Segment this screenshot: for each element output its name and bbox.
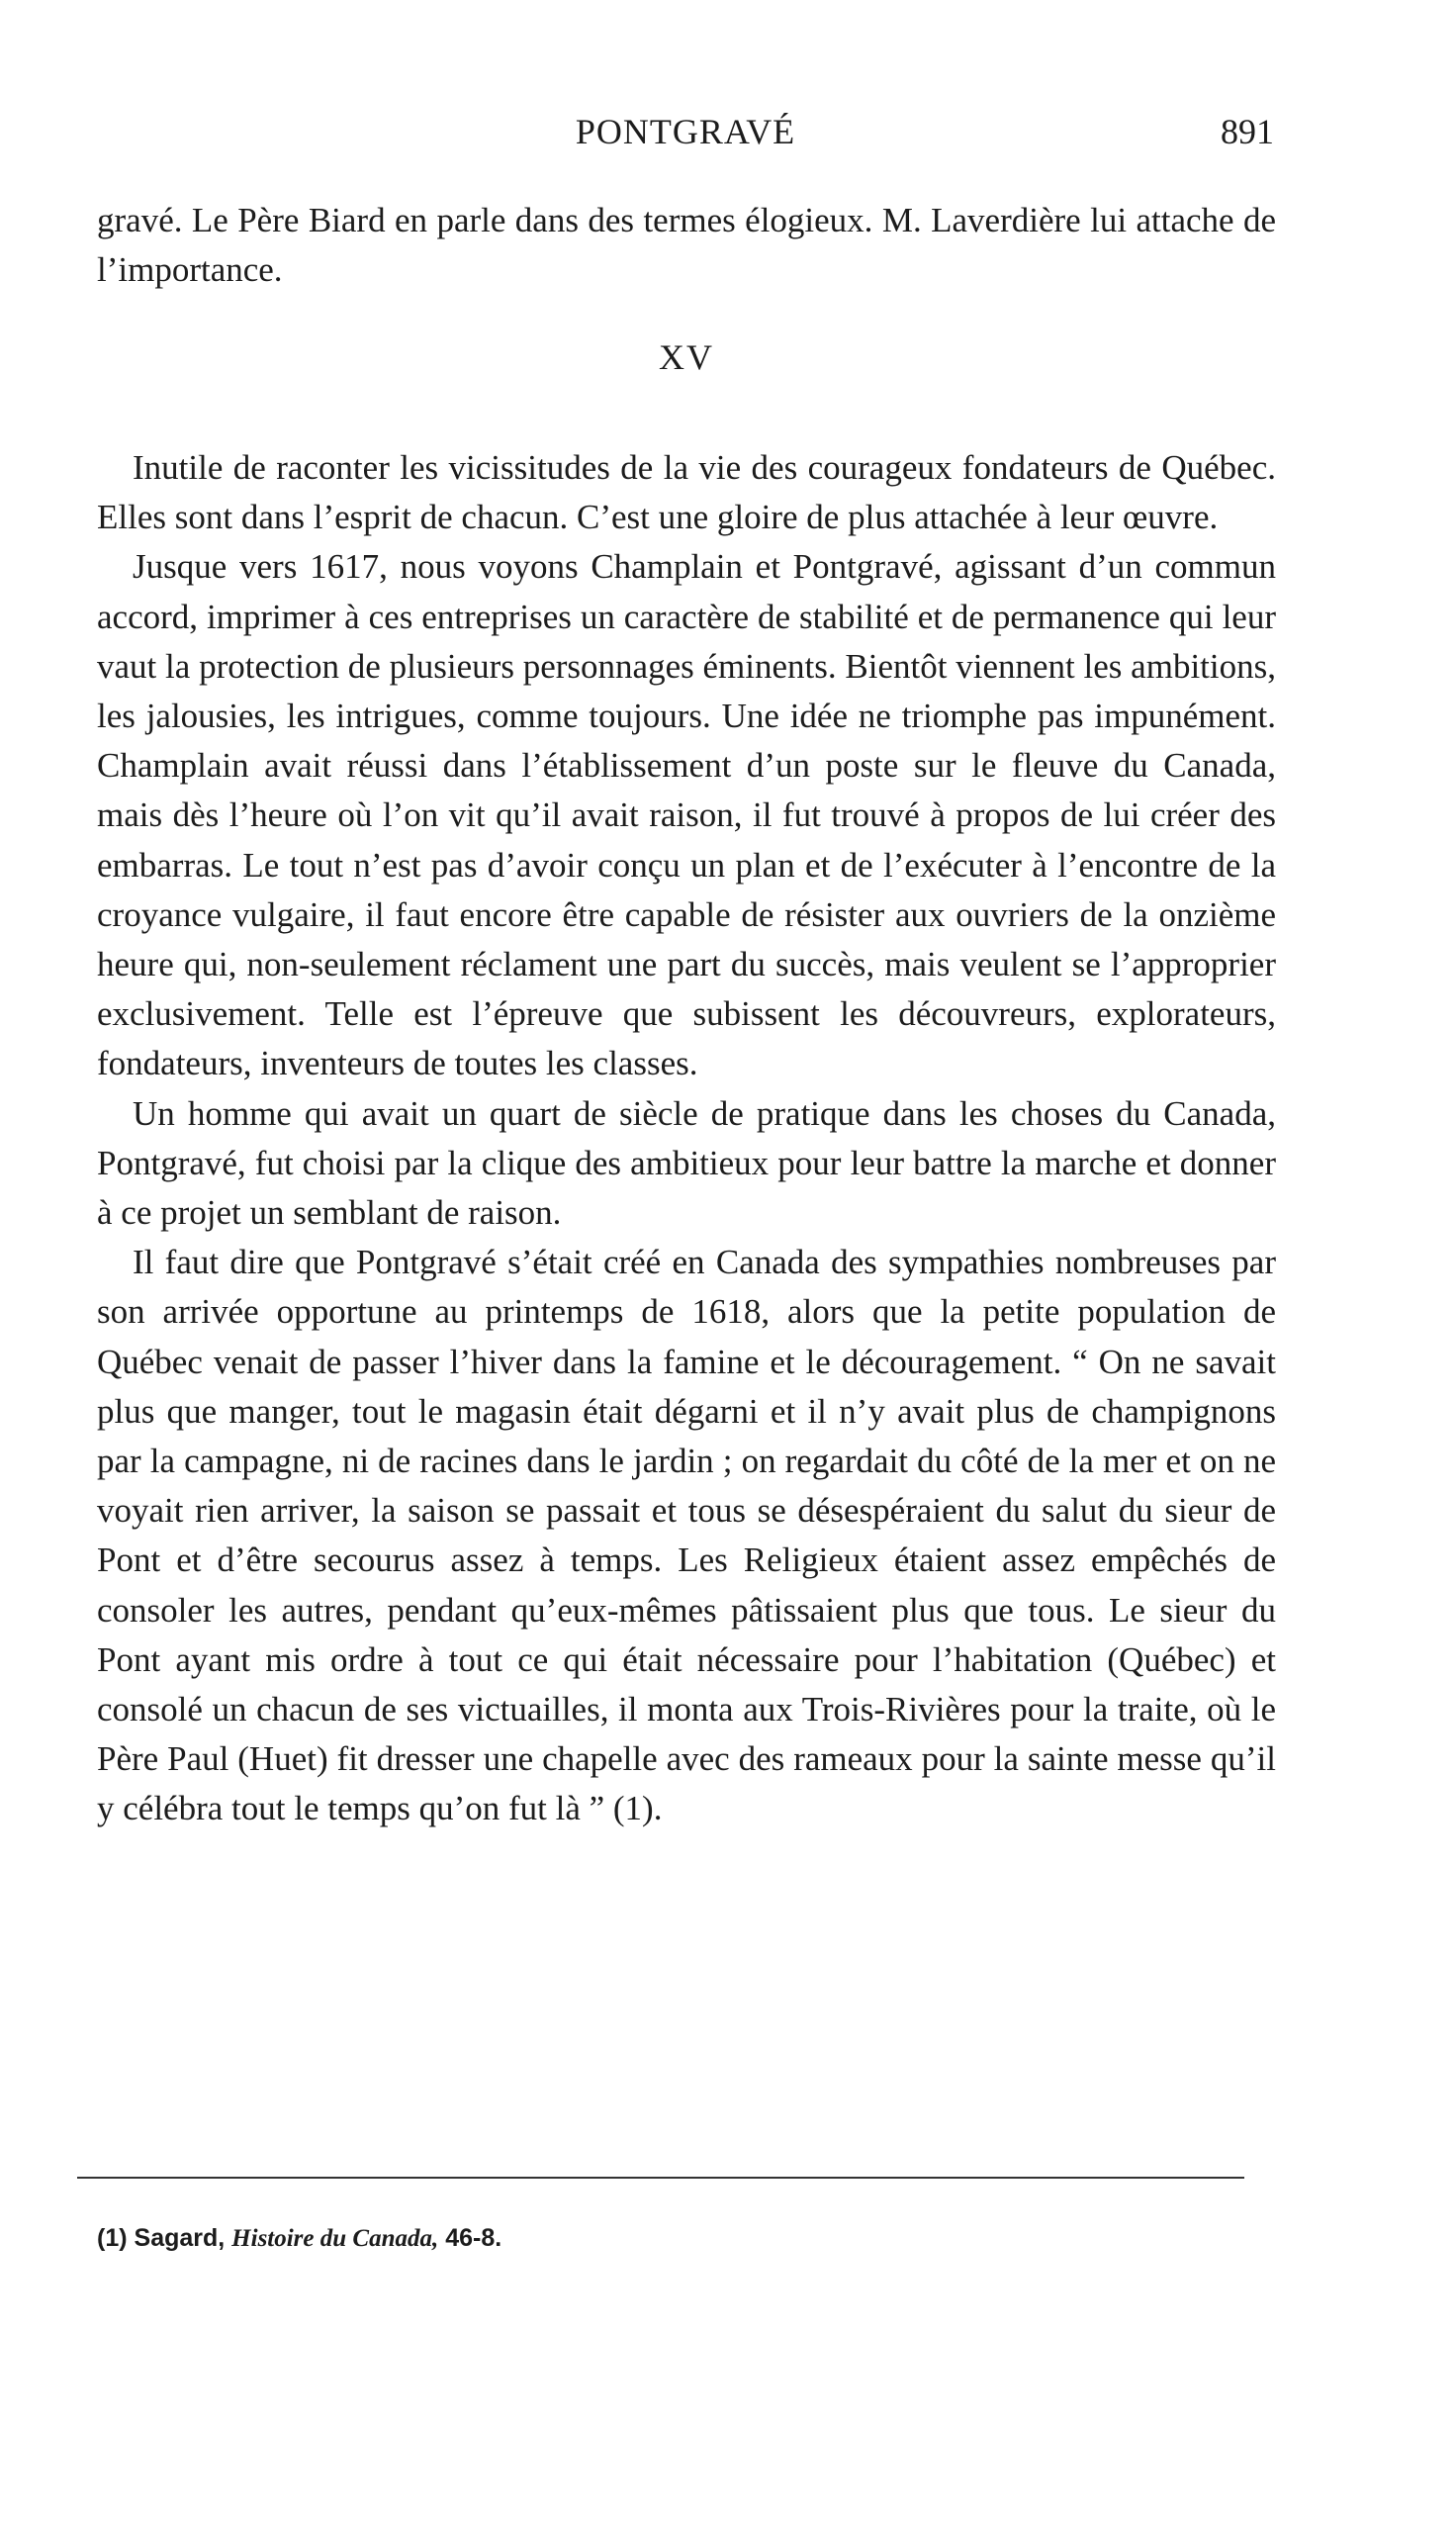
footnote-author: Sagard, — [134, 2224, 226, 2252]
footnote-marker: (1) — [97, 2224, 128, 2252]
paragraph-3: Un homme qui avait un quart de siècle de pratique dans les choses du Canada, Pontgravé, fut choisi par la clique des ambitieux pour leur battre la marche et donner à ce projet un semblant de raison. — [97, 1093, 1276, 1233]
continuation-paragraph: gravé. Le Père Biard en parle dans des termes élogieux. M. Laverdière lui attache de l’importance. — [97, 201, 1276, 290]
footnote-divider — [77, 2177, 1244, 2179]
continuation-block — [97, 196, 1276, 295]
section-heading: XV — [659, 337, 714, 377]
paragraph-4: Il faut dire que Pontgravé s’était créé en Canada des sympathies nombreuses par son arrivée opportune au printemps de 1618, alors que la petite population de Québec venait de passer l’hiver dans la famine et le découragement. “ On ne savait plus que manger, tout le magasin était dégarni et il n’y avait plus de champignons par la campagne, ni de racines dans le jardin ; on regardait du côté de la mer et on ne voyait rien arriver, la saison se passait et tous se désespéraient du salut du sieur de Pont et d’être secourus assez à temps. Les Religieux étaient assez empêchés de consoler les autres, pendant qu’eux-mêmes pâtissaient plus que tous. Le sieur du Pont ayant mis ordre à tout ce qui était nécessaire pour l’habitation (Québec) et consolé un chacun de ses victuailles, il monta aux Trois-Rivières pour la traite, où le Père Paul (Huet) fit dresser une chapelle avec des rameaux pour la sainte messe qu’il y célébra tout le temps qu’on fut là ” (1). — [97, 1243, 1276, 1828]
running-head — [97, 111, 1274, 160]
paragraph-1: Inutile de raconter les vicissitudes de la vie des courageux fondateurs de Québec. Elles sont dans l’esprit de chacun. C’est une gloire de plus attachée à leur œuvre. — [97, 448, 1276, 537]
page-number: 891 — [1221, 112, 1274, 151]
running-title: PONTGRAVÉ — [575, 112, 796, 151]
footnote — [97, 2224, 1185, 2253]
footnote-pages: 46-8. — [445, 2224, 502, 2252]
paragraph-2: Jusque vers 1617, nous voyons Champlain et Pontgravé, agissant d’un commun accord, imprimer à ces entreprises un caractère de stabilité et de permanence qui leur vaut la protection de plusieurs personnages éminents. Bientôt viennent les ambitions, les jalousies, les intrigues, comme toujours. Une idée ne triomphe pas impunément. Champlain avait réussi dans l’établissement d’un poste sur le fleuve du Canada, mais dès l’heure où l’on vit qu’il avait raison, il fut trouvé à propos de lui créer des embarras. Le tout n’est pas d’avoir conçu un plan et de l’exécuter à l’encontre de la croyance vulgaire, il faut encore être capable de résister aux ouvriers de la onzième heure qui, non-seulement réclament une part du succès, mais veulent se l’approprier exclusivement. Telle est l’épreuve que subissent les découvreurs, explorateurs, fondateurs, inventeurs de toutes les classes. — [97, 547, 1276, 1083]
footnote-title: Histoire du Canada, — [231, 2225, 439, 2252]
section-body — [97, 443, 1276, 1834]
